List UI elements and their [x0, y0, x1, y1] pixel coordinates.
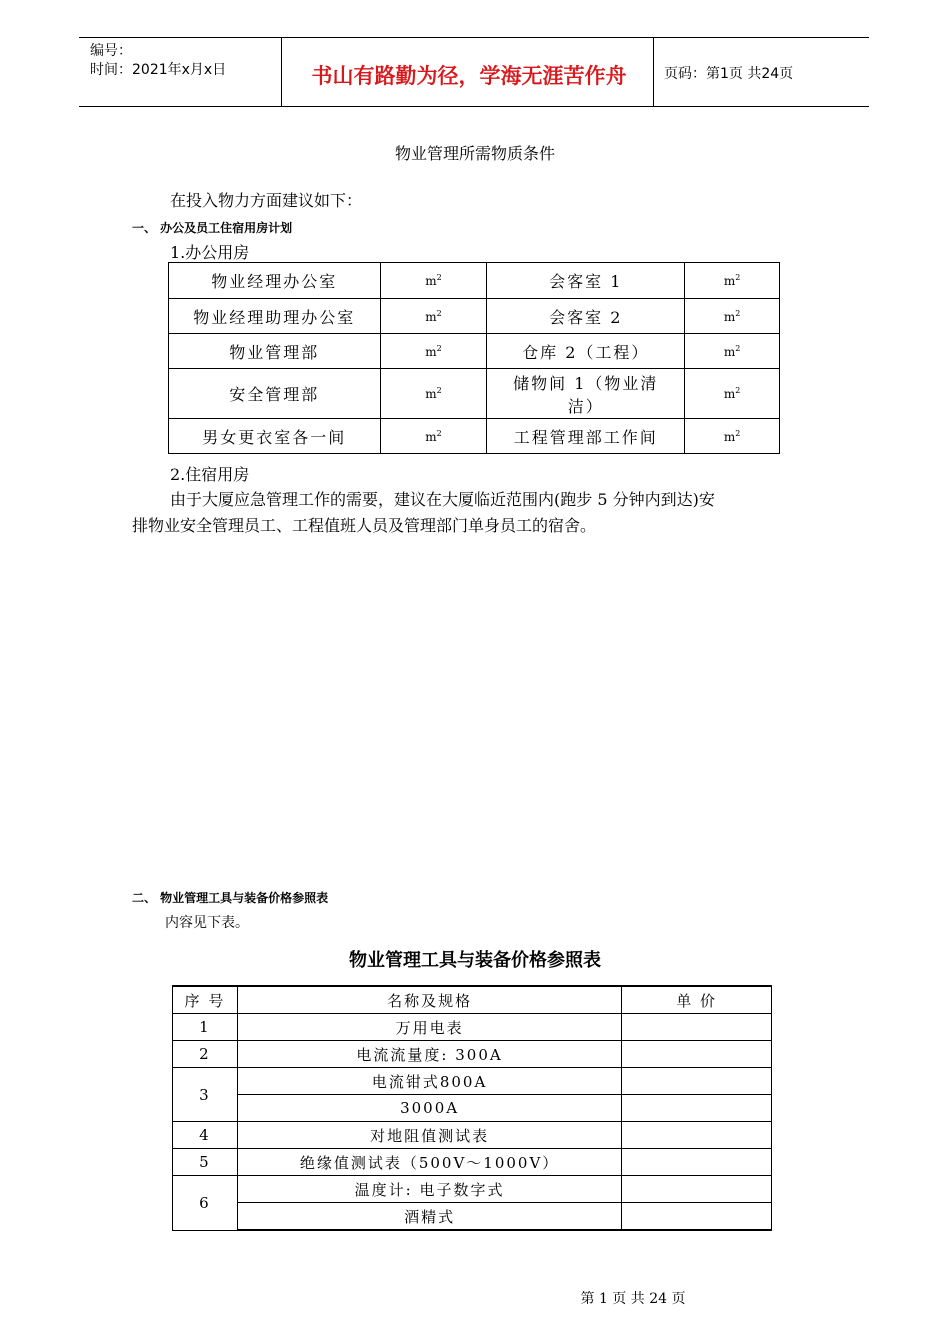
room-name-cell: 安全管理部 [169, 369, 381, 419]
table-row [173, 1014, 772, 1041]
room-name-cell-right: 储物间 1（物业清洁） [487, 369, 685, 419]
dormitory-paragraph-line2: 排物业安全管理员工、工程值班人员及管理部门单身员工的宿舍。 [132, 516, 597, 535]
table-row [173, 1122, 772, 1149]
header-divider [281, 38, 282, 106]
unit-superscript: 2 [735, 428, 741, 438]
unit-cell [685, 263, 780, 299]
item-name-cell: 对地阻值测试表 [237, 1122, 621, 1149]
unit-superscript: 2 [735, 273, 741, 282]
equipment-price-table [172, 985, 772, 1231]
column-header-name: 名称及规格 [237, 986, 621, 1014]
table-row [173, 1068, 772, 1095]
row-number-cell: 3 [173, 1068, 238, 1122]
page-footer: 第 1 页 共 24 页 [580, 1291, 686, 1307]
document-title: 物业管理所需物质条件 [394, 144, 555, 163]
unit-cell [685, 419, 780, 454]
equipment-table-title: 物业管理工具与装备价格参照表 [349, 950, 601, 971]
table-row [173, 1149, 772, 1176]
unit-text: m [425, 309, 437, 324]
unit-cell [380, 334, 487, 369]
unit-text: m [723, 387, 736, 401]
unit-cell [380, 299, 487, 334]
unit-superscript: 2 [735, 308, 741, 318]
price-cell [622, 1176, 772, 1203]
room-name-cell: 男女更衣室各一间 [169, 419, 381, 454]
office-subheading: 1.办公用房 [170, 243, 250, 262]
unit-text: m [723, 274, 736, 288]
section1-heading: 一、 办公及员工住宿用房计划 [132, 221, 293, 235]
unit-cell [380, 369, 487, 419]
table-row [173, 1095, 772, 1122]
header-divider [653, 38, 654, 106]
table-row [173, 1203, 772, 1231]
table-row [173, 1041, 772, 1068]
item-name-cell: 万用电表 [237, 1014, 621, 1041]
unit-text: m [723, 309, 736, 324]
unit-text: m [723, 344, 736, 359]
unit-cell [685, 369, 780, 419]
unit-superscript: 2 [436, 273, 442, 282]
header-page-info: 页码：第1页 共24页 [664, 66, 794, 82]
table-row [169, 299, 780, 334]
item-name-cell: 酒精式 [237, 1203, 621, 1231]
price-cell [622, 1203, 772, 1231]
header-meta [90, 42, 226, 80]
row-number-cell: 6 [173, 1176, 238, 1231]
item-name-cell: 绝缘值测试表（500V～1000V） [237, 1149, 621, 1176]
row-number-cell: 4 [173, 1122, 238, 1149]
item-name-cell: 电流钳式800A [237, 1068, 621, 1095]
dormitory-subheading: 2.住宿用房 [170, 465, 250, 484]
section2-heading: 二、 物业管理工具与装备价格参照表 [132, 891, 329, 905]
office-rooms-table [168, 262, 780, 454]
document-time: 时间：2021年x月x日 [90, 62, 227, 78]
room-name-cell: 物业经理办公室 [169, 263, 381, 299]
column-header-number: 序 号 [173, 986, 238, 1014]
unit-text: m [425, 344, 437, 359]
table-row [173, 1176, 772, 1203]
room-name-cell-right: 仓库 2（工程） [487, 334, 685, 369]
unit-cell [380, 263, 487, 299]
table-row [169, 369, 780, 419]
room-name-cell: 物业经理助理办公室 [169, 299, 381, 334]
table-row [169, 263, 780, 299]
column-header-price: 单 价 [622, 986, 772, 1014]
unit-cell [685, 299, 780, 334]
table-header-row [173, 986, 772, 1014]
price-cell [622, 1014, 772, 1041]
item-name-cell: 电流流量度: 300A [237, 1041, 621, 1068]
room-name-cell: 物业管理部 [169, 334, 381, 369]
unit-superscript: 2 [735, 386, 741, 395]
item-name-cell: 3000A [237, 1095, 621, 1122]
page-header [79, 37, 869, 107]
section2-note: 内容见下表。 [165, 915, 249, 931]
price-cell [622, 1122, 772, 1149]
price-cell [622, 1149, 772, 1176]
item-name-cell: 温度计: 电子数字式 [237, 1176, 621, 1203]
intro-text: 在投入物力方面建议如下： [170, 191, 363, 210]
dormitory-paragraph-line1: 由于大厦应急管理工作的需要，建议在大厦临近范围内(跑步 5 分钟内到达)安 [170, 490, 715, 509]
price-cell [622, 1095, 772, 1122]
price-cell [622, 1068, 772, 1095]
header-motto: 书山有路勤为径，学海无涯苦作舟 [311, 64, 627, 88]
table-row [169, 334, 780, 369]
table-row [169, 419, 780, 454]
row-number-cell: 1 [173, 1014, 238, 1041]
room-name-cell-right: 会客室 1 [487, 263, 685, 299]
unit-text: m [425, 429, 437, 444]
unit-cell [380, 419, 487, 454]
unit-cell [685, 334, 780, 369]
unit-text: m [425, 387, 437, 401]
row-number-cell: 2 [173, 1041, 238, 1068]
unit-superscript: 2 [436, 308, 442, 318]
unit-text: m [425, 274, 437, 288]
document-number-label: 编号： [90, 43, 132, 59]
unit-superscript: 2 [436, 428, 442, 438]
room-name-cell-right: 会客室 2 [487, 299, 685, 334]
row-number-cell: 5 [173, 1149, 238, 1176]
unit-superscript: 2 [436, 343, 442, 353]
price-cell [622, 1041, 772, 1068]
unit-superscript: 2 [436, 386, 442, 395]
unit-text: m [723, 429, 736, 444]
unit-superscript: 2 [735, 343, 741, 353]
room-name-cell-right: 工程管理部工作间 [487, 419, 685, 454]
